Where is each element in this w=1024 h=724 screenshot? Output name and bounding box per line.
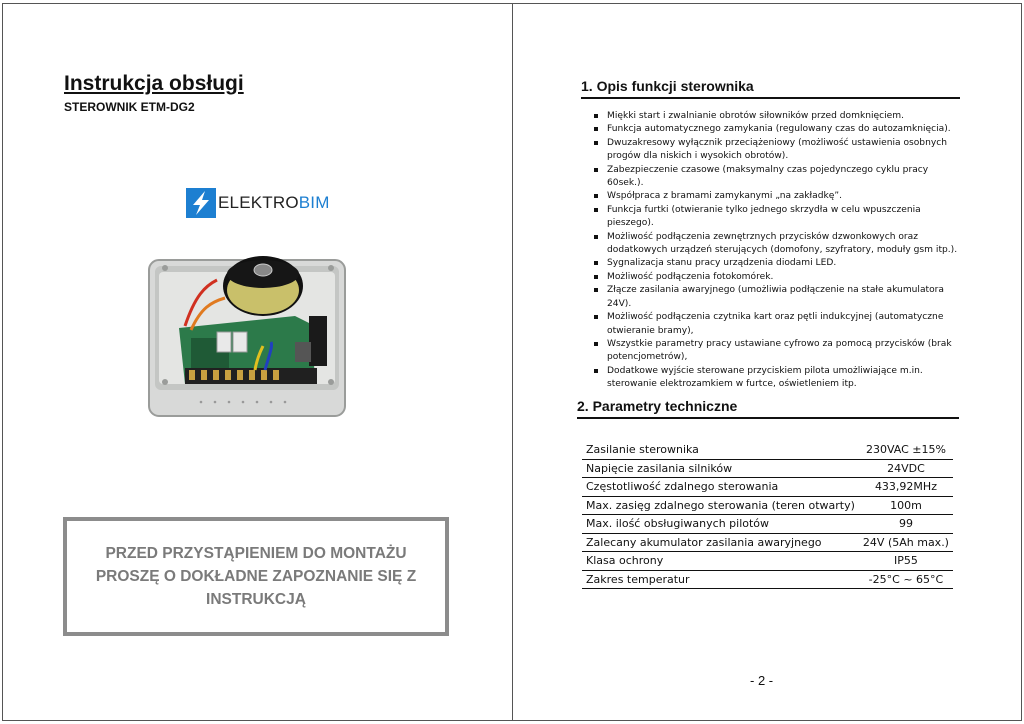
param-value: 24V (5Ah max.) (859, 533, 953, 552)
param-label: Max. ilość obsługiwanych pilotów (582, 515, 859, 534)
document-title: Instrukcja obsługi (64, 72, 244, 95)
bullet-icon (594, 342, 598, 346)
warning-line-3: INSTRUKCJĄ (206, 591, 306, 608)
bullet-icon (594, 168, 598, 172)
param-value: 433,92MHz (859, 478, 953, 497)
list-item: Dodatkowe wyjście sterowane przyciskiem pilota umożliwiające m.in. sterowanie elektrozamkiem w furtce, oświetleniem itp. (594, 365, 966, 392)
logo-text-dark: ELEKTRO (218, 193, 299, 212)
list-item: Wszystkie parametry pracy ustawiane cyfrowo za pomocą przycisków (brak potencjometrów), (594, 338, 966, 365)
param-value: -25°C ~ 65°C (859, 570, 953, 589)
table-row (582, 552, 953, 571)
feature-list (594, 110, 966, 392)
table-row (582, 496, 953, 515)
param-label: Napięcie zasilania silników (582, 459, 859, 478)
bullet-icon (594, 315, 598, 319)
section-2-heading: 2. Parametry techniczne (577, 398, 959, 419)
page-number: - 2 - (750, 673, 774, 688)
list-item: Funkcja furtki (otwieranie tylko jednego skrzydła w celu wpuszczenia pieszego). (594, 204, 966, 231)
list-item: Funkcja automatycznego zamykania (regulowany czas do autozamknięcia). (594, 123, 966, 136)
elektrobim-logo (186, 188, 330, 218)
warning-box (63, 517, 449, 636)
controller-device-photo (145, 246, 350, 423)
warning-line-1: PRZED PRZYSTĄPIENIEM DO MONTAŻU (105, 545, 407, 562)
param-value: 230VAC ±15% (859, 441, 953, 459)
param-label: Częstotliwość zdalnego sterowania (582, 478, 859, 497)
table-row (582, 459, 953, 478)
list-item: Zabezpieczenie czasowe (maksymalny czas pojedynczego cyklu pracy 60sek.). (594, 164, 966, 191)
param-label: Max. zasięg zdalnego sterowania (teren otwarty) (582, 496, 859, 515)
list-item: Możliwość podłączenia czytnika kart oraz pętli indukcyjnej (automatyczne otwieranie bramy), (594, 311, 966, 338)
bullet-icon (594, 208, 598, 212)
bullet-icon (594, 114, 598, 118)
list-item: Możliwość podłączenia fotokomórek. (594, 271, 966, 284)
logo-text-light: BIM (298, 193, 330, 212)
document-subtitle: STEROWNIK ETM-DG2 (64, 100, 195, 114)
table-row (582, 441, 953, 459)
list-item: Złącze zasilania awaryjnego (umożliwia podłączenie na stałe akumulatora 24V). (594, 284, 966, 311)
param-value: 99 (859, 515, 953, 534)
bullet-icon (594, 288, 598, 292)
bullet-icon (594, 369, 598, 373)
section-1-heading: 1. Opis funkcji sterownika (581, 78, 960, 99)
bullet-icon (594, 141, 598, 145)
table-row (582, 570, 953, 589)
bullet-icon (594, 127, 598, 131)
param-label: Klasa ochrony (582, 552, 859, 571)
param-label: Zasilanie sterownika (582, 441, 859, 459)
bullet-icon (594, 275, 598, 279)
bullet-icon (594, 235, 598, 239)
parameters-table (582, 441, 953, 589)
param-value: 24VDC (859, 459, 953, 478)
param-label: Zalecany akumulator zasilania awaryjnego (582, 533, 859, 552)
table-row (582, 533, 953, 552)
list-item: Miękki start i zwalnianie obrotów siłowników przed domknięciem. (594, 110, 966, 123)
param-value: 100m (859, 496, 953, 515)
list-item: Sygnalizacja stanu pracy urządzenia diodami LED. (594, 257, 966, 270)
warning-text (96, 542, 416, 611)
param-label: Zakres temperatur (582, 570, 859, 589)
bullet-icon (594, 261, 598, 265)
lightning-bolt-icon (186, 188, 216, 218)
list-item: Współpraca z bramami zamykanymi „na zakładkę”. (594, 190, 966, 203)
logo-text (218, 193, 330, 213)
list-item: Możliwość podłączenia zewnętrznych przycisków dzwonkowych oraz dodatkowych urządzeń sterujących (domofony, szyfratory, moduły gsm itp.). (594, 231, 966, 258)
table-row (582, 478, 953, 497)
bullet-icon (594, 194, 598, 198)
warning-line-2: PROSZĘ O DOKŁADNE ZAPOZNANIE SIĘ Z (95, 568, 417, 585)
table-row (582, 515, 953, 534)
list-item: Dwuzakresowy wyłącznik przeciążeniowy (możliwość ustawienia osobnych progów dla niskich i wysokich obrotów). (594, 137, 966, 164)
param-value: IP55 (859, 552, 953, 571)
